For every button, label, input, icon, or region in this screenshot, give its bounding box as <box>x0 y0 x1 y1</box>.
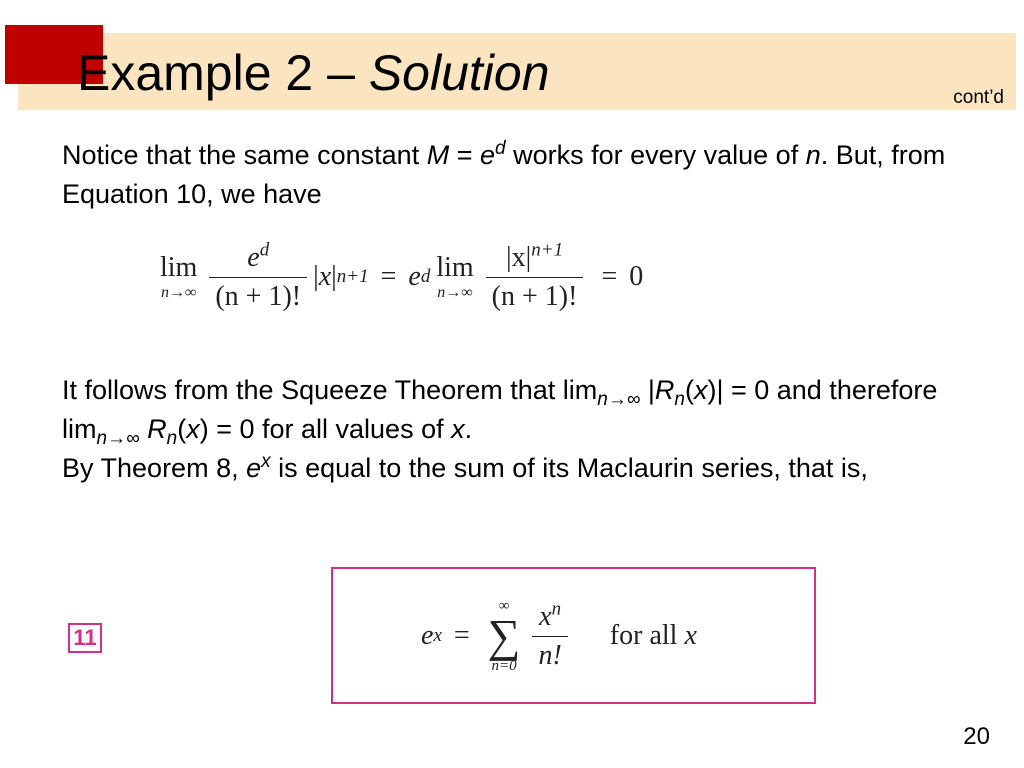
coef-e: e <box>408 261 421 292</box>
abs-var-x: x <box>318 261 332 292</box>
p1-text-2: works for every value of <box>505 140 806 170</box>
lim-subscript-2: n→∞ <box>437 284 473 301</box>
p2-text-6: ( <box>177 414 187 444</box>
p2-text-7: ) = 0 for all values of <box>199 414 452 444</box>
maclaurin-equation: e x = ∞ ∑ n=0 $\frac{x^n}{n!}$ for all x <box>421 598 697 674</box>
lim-word: lim <box>160 252 198 283</box>
num-e: e <box>247 241 260 273</box>
equals-sign: = <box>453 620 470 651</box>
p2-exp-x: x <box>261 451 271 472</box>
p2-text-10: is equal to the sum of its Maclaurin series, that is, <box>270 453 868 483</box>
paragraph-1 <box>62 136 1002 214</box>
lhs-e: e <box>421 620 434 651</box>
p1-var-n: n <box>805 140 821 170</box>
p2-text-9: By Theorem 8, <box>62 453 247 483</box>
fraction-1 <box>209 241 307 314</box>
lim-word-2: lim <box>436 252 474 283</box>
p2-lim-sub-2: n→∞ <box>96 428 140 449</box>
slide-title <box>77 42 550 104</box>
abs-bar-left: | <box>313 261 319 292</box>
p2-text-3: ( <box>684 375 694 405</box>
num-power: n+1 <box>531 239 564 261</box>
p2-var-e: e <box>246 453 262 483</box>
series-numerator <box>533 600 567 636</box>
p2-text-8: . <box>464 414 473 444</box>
p2-var-x-3: x <box>451 414 465 444</box>
condition-text: for all <box>609 620 685 651</box>
series-denominator: n! <box>538 639 562 671</box>
p1-text-3: . But, from Equation 10, we have <box>62 140 946 209</box>
title-italic: Solution <box>368 45 550 101</box>
equals-1: = <box>380 261 397 292</box>
p2-var-R-2: R <box>147 414 167 444</box>
num-exp-d: d <box>259 239 270 261</box>
sum-upper-limit: ∞ <box>498 598 510 614</box>
fraction-2-denominator: (n + 1)! <box>491 280 578 312</box>
abs-x: |x| <box>506 241 532 273</box>
fraction-1-denominator: (n + 1)! <box>215 280 302 312</box>
num-exp-n: n <box>551 598 562 620</box>
limit-equation: lim n→∞ $\frac{e^d}{(n + 1)!}$ | x | n+1 = e d lim n→∞ $\frac{|x|^{n+1}}{(n + 1)!}$ = 0 <box>160 239 644 312</box>
p2-text-2: | <box>640 375 655 405</box>
limit-1 <box>160 252 197 302</box>
page-number: 20 <box>963 723 990 750</box>
p1-var-M: M <box>426 140 450 170</box>
p2-var-x-2: x <box>186 414 200 444</box>
p1-exp-d: d <box>495 138 506 159</box>
sigma-symbol: ∑ <box>487 610 521 661</box>
paragraph-2 <box>62 371 1002 488</box>
p1-equals: = <box>449 140 480 170</box>
condition-var-x: x <box>684 620 697 651</box>
p1-var-e: e <box>479 140 496 170</box>
equals-2: = <box>601 261 618 292</box>
num-x: x <box>539 600 552 632</box>
p2-var-x: x <box>693 375 708 405</box>
p2-R-sub-n-2: n <box>166 428 178 449</box>
p2-lim-sub-1: n→∞ <box>597 389 641 410</box>
abs-bar-right: | <box>331 261 337 292</box>
limit-2 <box>436 252 473 302</box>
p2-text-4: )| = 0 and therefore lim <box>62 375 938 444</box>
fraction-2-numerator <box>500 241 569 277</box>
series-fraction <box>532 600 567 673</box>
summation <box>488 598 521 674</box>
p2-text-1: It follows from the Squeeze Theorem that lim <box>62 375 598 405</box>
p1-text-1: Notice that the same constant <box>62 140 427 170</box>
equation-number-badge: 11 <box>68 623 102 653</box>
title-main: Example 2 – <box>77 45 369 101</box>
fraction-1-numerator <box>241 241 275 277</box>
p2-var-R: R <box>654 375 675 405</box>
p2-R-sub-n: n <box>674 389 685 410</box>
fraction-2 <box>486 241 584 314</box>
continued-label: cont’d <box>953 87 1004 108</box>
p2-text-5 <box>140 414 148 444</box>
result-zero: 0 <box>629 261 644 292</box>
sum-lower-limit: n=0 <box>491 658 517 674</box>
lim-subscript: n→∞ <box>160 284 197 301</box>
